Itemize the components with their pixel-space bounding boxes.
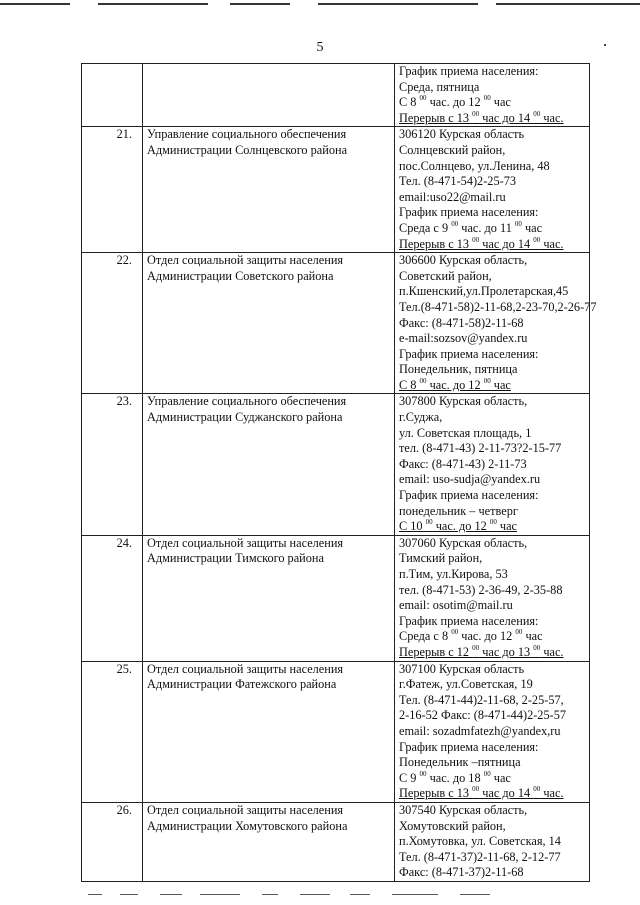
offices-table-body bbox=[82, 64, 597, 882]
contact-info-line: 307100 Курская область bbox=[399, 661, 525, 676]
contact-info-line: Среда, пятница bbox=[399, 79, 480, 94]
contact-info-line: Тимский район, bbox=[399, 551, 483, 566]
contact-info-line: e-mail:sozsov@yandex.ru bbox=[399, 331, 528, 346]
office-name-cell bbox=[143, 127, 395, 253]
office-name-line: Администрации Советского района bbox=[147, 268, 334, 283]
contact-info-line: Понедельник –пятница bbox=[399, 755, 521, 770]
contact-info-cell bbox=[395, 661, 590, 802]
contact-info-line: Перерыв с 13 $^{00}$ час до 14 $^{00}$ час. bbox=[399, 785, 564, 801]
contact-info-line: г.Суджа, bbox=[399, 410, 443, 425]
row-number bbox=[82, 64, 143, 127]
contact-info-cell bbox=[395, 127, 590, 253]
contact-info-line: 307060 Курская область, bbox=[399, 535, 528, 550]
contact-info-line: тел. (8-471-53) 2-36-49, 2-35-88 bbox=[399, 582, 563, 597]
contact-info-line: п.Тим, ул.Кирова, 53 bbox=[399, 567, 508, 581]
contact-info-line: Факс: (8-471-43) 2-11-73 bbox=[399, 456, 527, 471]
office-name-line: Управление социального обеспечения bbox=[147, 394, 347, 409]
contact-info-line: График приема населения: bbox=[399, 205, 539, 220]
table-row bbox=[82, 535, 590, 661]
row-number: 22. bbox=[82, 253, 143, 394]
contact-info-line: Перерыв с 13 $^{00}$ час до 14 $^{00}$ час. bbox=[399, 235, 564, 251]
contact-info-cell bbox=[395, 394, 590, 535]
office-name-cell bbox=[143, 535, 395, 661]
contact-info-line: С 9 $^{00}$ час. до 18 $^{00}$ час bbox=[399, 769, 511, 785]
contact-info-line: График приема населения: bbox=[399, 346, 539, 361]
contact-info-line: email: osotim@mail.ru bbox=[399, 598, 513, 613]
office-name-line: Администрации Тимского района bbox=[147, 551, 324, 566]
office-name-line: Управление социального обеспечения bbox=[147, 127, 347, 142]
contact-info-line: График приема населения: bbox=[399, 64, 539, 78]
table-row bbox=[82, 394, 590, 535]
contact-info-line: С 10 $^{00}$ час. до 12 $^{00}$ час bbox=[399, 518, 518, 534]
contact-info-line: ул. Советская площадь, 1 bbox=[399, 425, 532, 440]
contact-info-line: Советский район, bbox=[399, 268, 492, 283]
contact-info-cell bbox=[395, 253, 597, 394]
bottom-scan-marks bbox=[0, 892, 640, 898]
table-row bbox=[82, 127, 590, 253]
contact-info-line: 306600 Курская область, bbox=[399, 253, 528, 268]
page-number: 5 bbox=[316, 40, 324, 55]
contact-info-line: 307800 Курская область, bbox=[399, 394, 528, 409]
office-name-line: Администрации Фатежского района bbox=[147, 677, 337, 692]
contact-info-line: Перерыв с 13 $^{00}$ час до 14 $^{00}$ час. bbox=[399, 109, 564, 125]
office-name-cell bbox=[143, 802, 395, 881]
contact-info-cell bbox=[395, 802, 590, 881]
office-name-line: Администрации Хомутовского района bbox=[147, 818, 348, 833]
contact-info-cell bbox=[395, 64, 590, 127]
contact-info-line: Понедельник, пятница bbox=[399, 362, 518, 377]
contact-info-line: пос.Солнцево, ул.Ленина, 48 bbox=[399, 158, 550, 173]
office-name-cell bbox=[143, 253, 395, 394]
contact-info-line: 307540 Курская область, bbox=[399, 802, 528, 817]
contact-info-line: п.Хомутовка, ул. Советская, 14 bbox=[399, 834, 561, 849]
contact-info-line: Факс: (8-471-58)2-11-68 bbox=[399, 315, 524, 330]
contact-info-line: С 8 $^{00}$ час. до 12 $^{00}$ час bbox=[399, 94, 511, 110]
contact-info-line: График приема населения: bbox=[399, 739, 539, 754]
top-edge-rule bbox=[0, 3, 640, 7]
row-number: 26. bbox=[82, 802, 143, 881]
table-row bbox=[82, 661, 590, 802]
office-name-line: Отдел социальной защиты населения bbox=[147, 535, 344, 550]
table-row bbox=[82, 802, 590, 881]
contact-info-line: Тел.(8-471-58)2-11-68,2-23-70,2-26-77 bbox=[399, 299, 597, 314]
scan-speck bbox=[604, 44, 606, 46]
contact-info-line: 2-16-52 Факс: (8-471-44)2-25-57 bbox=[399, 708, 566, 723]
office-name-cell bbox=[143, 64, 395, 127]
contact-info-line: email: sozadmfatezh@yandex,ru bbox=[399, 723, 561, 738]
row-number: 24. bbox=[82, 535, 143, 661]
contact-info-line: Тел. (8-471-54)2-25-73 bbox=[399, 174, 516, 189]
contact-info-line: п.Кшенский,ул.Пролетарская,45 bbox=[399, 284, 569, 299]
office-name-cell bbox=[143, 394, 395, 535]
office-name-line: Отдел социальной защиты населения bbox=[147, 802, 344, 817]
contact-info-line: тел. (8-471-43) 2-11-73?2-15-77 bbox=[399, 441, 562, 456]
office-name-line: Администрации Солнцевского района bbox=[147, 142, 348, 157]
contact-info-line: 306120 Курская область bbox=[399, 127, 525, 142]
office-name-line: Отдел социальной защиты населения bbox=[147, 661, 344, 676]
contact-info-cell bbox=[395, 535, 590, 661]
table-row bbox=[82, 253, 590, 394]
contact-info-line: С 8 $^{00}$ час. до 12 $^{00}$ час bbox=[399, 376, 511, 392]
contact-info-line: Факс: (8-471-37)2-11-68 bbox=[399, 865, 524, 880]
contact-info-line: График приема населения: bbox=[399, 613, 539, 628]
contact-info-line: Среда с 9 $^{00}$ час. до 11 $^{00}$ час bbox=[399, 219, 543, 235]
office-name-line: Администрации Суджанского района bbox=[147, 410, 343, 425]
offices-table bbox=[81, 63, 597, 882]
contact-info-line: Солнцевский район, bbox=[399, 142, 506, 157]
contact-info-line: Тел. (8-471-44)2-11-68, 2-25-57, bbox=[399, 692, 564, 707]
contact-info-line: г.Фатеж, ул.Советская, 19 bbox=[399, 677, 533, 692]
contact-info-line: email: uso-sudja@yandex.ru bbox=[399, 472, 541, 487]
contact-info-line: email:uso22@mail.ru bbox=[399, 189, 506, 204]
row-number: 21. bbox=[82, 127, 143, 253]
contact-info-line: понедельник – четверг bbox=[399, 503, 518, 518]
office-name-line: Отдел социальной защиты населения bbox=[147, 253, 344, 268]
contact-info-line: Среда с 8 $^{00}$ час. до 12 $^{00}$ час bbox=[399, 628, 543, 644]
contact-info-line: Перерыв с 12 $^{00}$ час до 13 $^{00}$ час. bbox=[399, 643, 564, 659]
contact-info-line: Хомутовский район, bbox=[399, 818, 506, 833]
row-number: 25. bbox=[82, 661, 143, 802]
table-row bbox=[82, 64, 590, 127]
office-name-cell bbox=[143, 661, 395, 802]
row-number: 23. bbox=[82, 394, 143, 535]
contact-info-line: График приема населения: bbox=[399, 488, 539, 503]
contact-info-line: Тел. (8-471-37)2-11-68, 2-12-77 bbox=[399, 849, 561, 864]
